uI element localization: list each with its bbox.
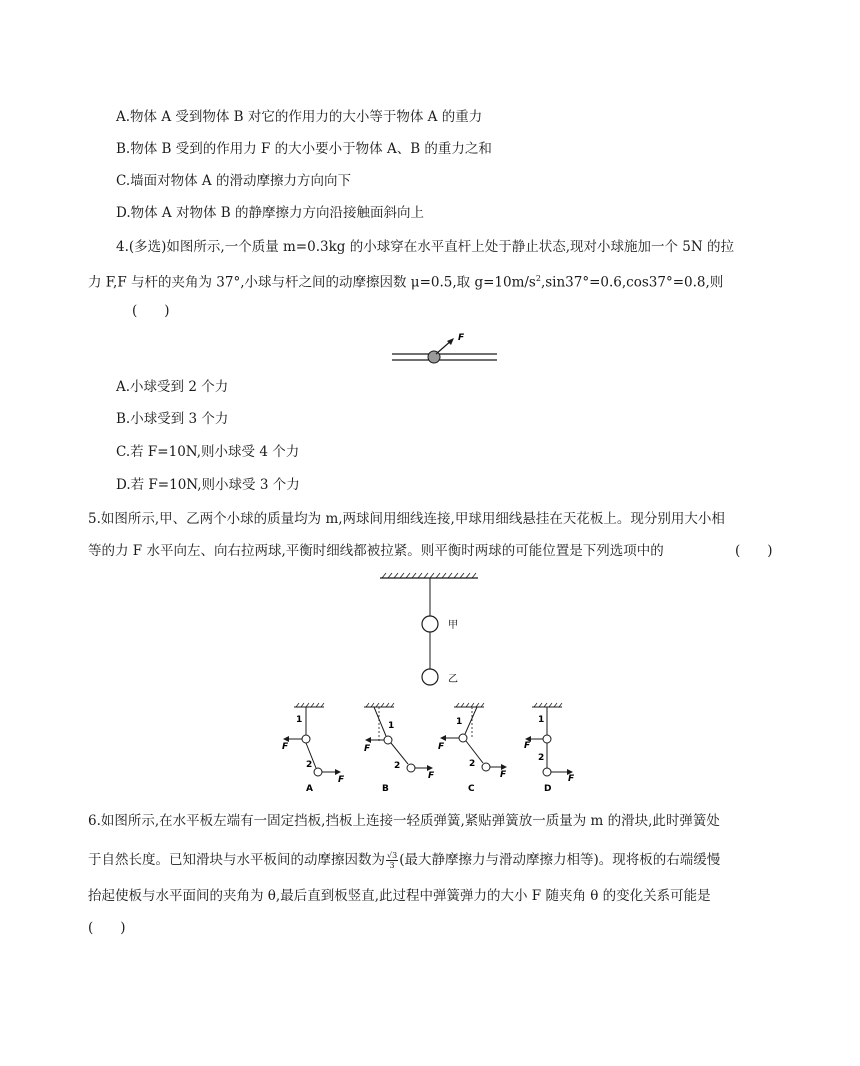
q4-stem-line1: 4.(多选)如图所示,一个质量 m=0.3kg 的小球穿在水平直杆上处于静止状态,现对小球施加一个 5N 的拉 (116, 239, 734, 255)
q6-stem-line2-pre: 于自然长度。已知滑块与水平板间的动摩擦因数为 (88, 852, 385, 868)
q4-answer-blank: ( ) (132, 303, 170, 319)
q4-stem-line2-post: ,sin37°=0.6,cos37°=0.8,则 (540, 274, 724, 291)
q6-stem-line3: 抬起使板与水平面间的夹角为 θ,最后直到板竖直,此过程中弹簧弹力的大小 F 随夹角 θ 的变化关系可能是 (88, 888, 711, 904)
q3-option-a: A.物体 A 受到物体 B 对它的作用力的大小等于物体 A 的重力 (116, 109, 483, 125)
choice-b-force-left: F (364, 744, 371, 754)
q5-figure-hanging-balls (374, 572, 484, 692)
q5-answer-blank: ( ) (735, 543, 773, 559)
choice-c-rope1: 1 (456, 717, 463, 727)
ball-yi (422, 669, 438, 685)
choice-c-diagram (438, 703, 507, 794)
choice-c-force-right: F (500, 770, 507, 780)
q4-stem-line2-sup: 2 (535, 274, 541, 283)
q3-option-c: C.墙面对物体 A 的滑动摩擦力方向向下 (116, 173, 351, 189)
q4-option-d: D.若 F=10N,则小球受 3 个力 (116, 477, 300, 493)
choice-b-rope2: 2 (394, 761, 401, 771)
q6-stem-line1: 6.如图所示,在水平板左端有一固定挡板,挡板上连接一轻质弹簧,紧贴弹簧放一质量为 m 的滑块,此时弹簧处 (88, 813, 720, 829)
choice-c-label: C (468, 784, 475, 794)
q4-figure-rod-ball (390, 330, 500, 370)
q6-answer-blank: ( ) (88, 920, 126, 936)
ball-jia (422, 616, 438, 632)
label-jia: 甲 (448, 620, 458, 631)
q6-fraction-den: 3 (389, 861, 395, 870)
choice-a-rope2: 2 (306, 760, 313, 770)
force-label: F (458, 333, 465, 343)
choice-b-rope1: 1 (388, 721, 395, 731)
choice-d-diagram (524, 703, 575, 794)
q6-stem-line2-post: (最大静摩擦力与滑动摩擦力相等)。现将板的右端缓慢 (399, 852, 721, 868)
choice-b-label: B (382, 784, 389, 794)
choice-b-force-right: F (428, 771, 435, 781)
q6-stem-line2 (88, 851, 720, 870)
q4-option-a: A.小球受到 2 个力 (116, 379, 229, 395)
choice-a-label: A (306, 784, 313, 794)
q5-stem-line2: 等的力 F 水平向左、向右拉两球,平衡时细线都被拉紧。则平衡时两球的可能位置是下列选项中的 (88, 543, 664, 559)
q5-stem-line1: 5.如图所示,甲、乙两个小球的质量均为 m,两球间用细线连接,甲球用细线悬挂在天花板上。现分别用大小相 (88, 511, 725, 527)
choice-d-rope1: 1 (538, 715, 545, 725)
q3-option-d: D.物体 A 对物体 B 的静摩擦力方向沿接触面斜向上 (116, 205, 424, 221)
choice-d-force-left: F (524, 741, 531, 751)
q6-fraction (386, 851, 398, 870)
q5-figure-choices (270, 702, 600, 794)
choice-a-rope1: 1 (296, 715, 303, 725)
ceiling-hatch (382, 573, 476, 578)
q4-option-c: C.若 F=10N,则小球受 4 个力 (116, 444, 300, 460)
choice-a-force-left: F (282, 742, 289, 752)
label-yi: 乙 (448, 674, 458, 685)
q6-fraction-num: √3 (387, 851, 398, 860)
choice-a-diagram (282, 703, 345, 794)
q4-stem-line2-pre: 力 F,F 与杆的夹角为 37°,小球与杆之间的动摩擦因数 μ=0.5,取 g=10m/s (88, 274, 536, 291)
choice-c-rope2: 2 (469, 759, 476, 769)
choice-b-diagram (364, 703, 435, 794)
q4-option-b: B.小球受到 3 个力 (116, 411, 229, 427)
q3-option-b: B.物体 B 受到的作用力 F 的大小要小于物体 A、B 的重力之和 (116, 141, 492, 157)
choice-a-force-right: F (338, 775, 345, 785)
q4-stem-line2 (88, 270, 723, 292)
choice-d-rope2: 2 (538, 753, 545, 763)
choice-d-label: D (544, 784, 552, 794)
choice-c-force-left: F (438, 742, 445, 752)
choice-d-force-right: F (568, 774, 575, 784)
